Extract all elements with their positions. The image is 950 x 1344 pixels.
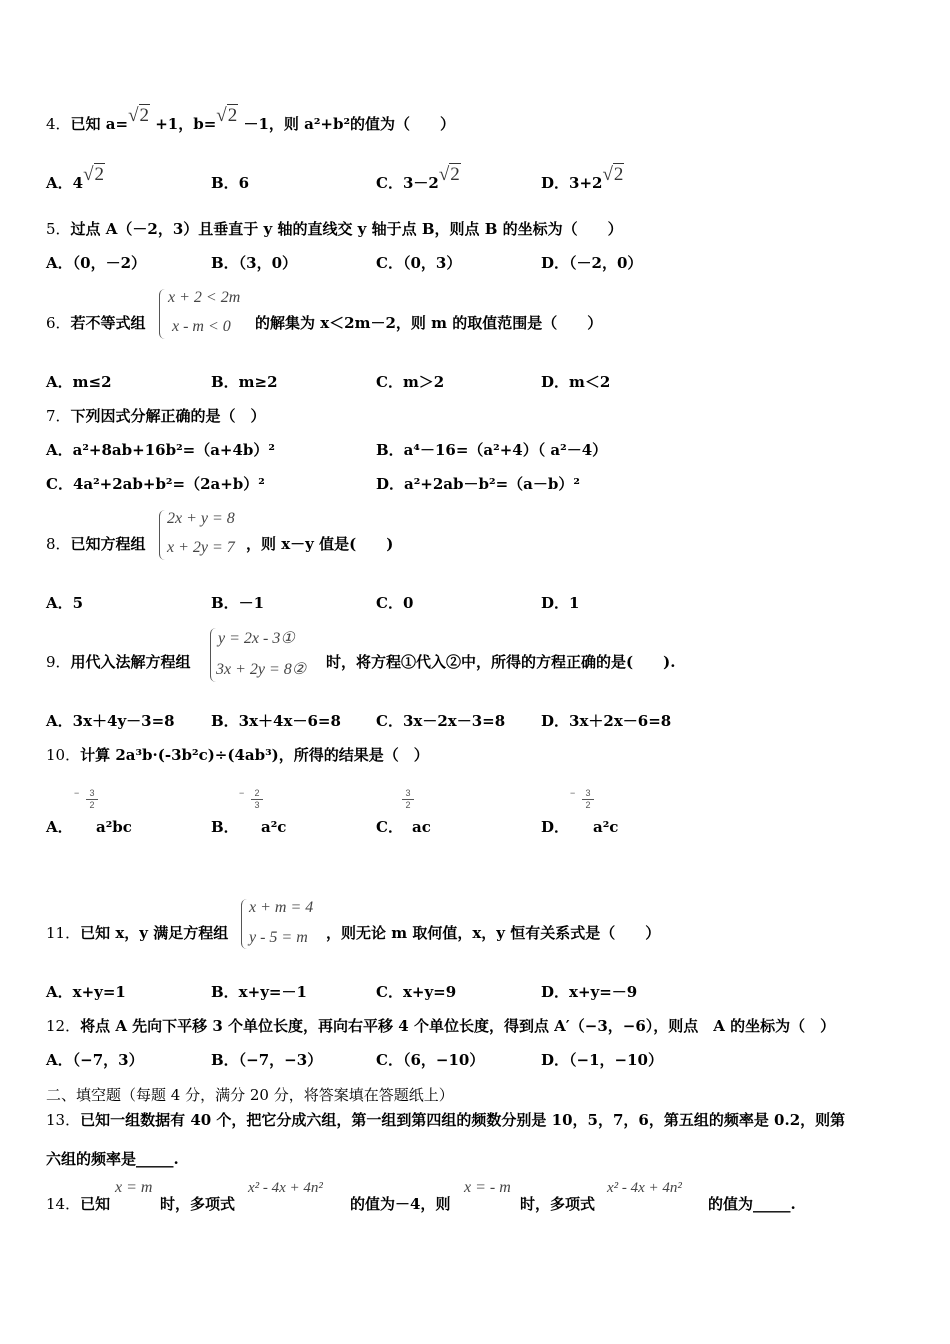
- question-12: [46, 1016, 835, 1036]
- math-expression: x² - 4x + 4n²: [248, 1180, 323, 1196]
- option-b[interactable]: B．3x＋4x－6=8: [211, 712, 341, 730]
- section-heading: 二、填空题（每题 4 分，满分 20 分，将答案填在答题纸上）: [46, 1086, 454, 1104]
- question-pre: 已知方程组: [70, 535, 146, 553]
- sqrt-symbol: √2: [602, 164, 624, 185]
- option-c[interactable]: C．: [376, 818, 403, 836]
- question-post: ，则 x－y 值是( ): [246, 535, 394, 553]
- sqrt-symbol: √2: [128, 105, 149, 126]
- option-b[interactable]: B．a⁴－16=（a²+4）（ a²－4）: [376, 441, 608, 459]
- fraction: [402, 788, 414, 811]
- question-text: 下列因式分解正确的是（ ）: [70, 407, 266, 425]
- option-c[interactable]: C．（6，−10）: [376, 1051, 485, 1069]
- denominator: 2: [582, 799, 594, 811]
- option-d[interactable]: D．m＜2: [541, 373, 611, 391]
- option-d[interactable]: D．（−1，−10）: [541, 1051, 663, 1069]
- option-d[interactable]: D．3+2√2: [541, 164, 624, 192]
- option-b[interactable]: B．－1: [211, 594, 265, 612]
- question-number: 9．: [46, 653, 71, 671]
- q14-text-2: 时，多项式: [160, 1195, 236, 1213]
- question-number: 14．: [46, 1195, 81, 1213]
- option-c[interactable]: C．3x－2x－3=8: [376, 712, 506, 730]
- sqrt-symbol: √2: [216, 105, 238, 126]
- question-10: [46, 745, 429, 765]
- q14-text-4: 时，多项式: [520, 1195, 596, 1213]
- question-text: 计算 2a³b·(-3b²c)÷(4ab³)，所得的结果是（ ）: [80, 746, 429, 764]
- question-5: [46, 219, 623, 239]
- option-d[interactable]: D．x+y=－9: [541, 983, 638, 1001]
- question-8: [46, 534, 146, 554]
- question-text: 过点 A（－2，3）且垂直于 y 轴的直线交 y 轴于点 B，则点 B 的坐标为（ ）: [70, 220, 623, 238]
- option-d-tail: a²c: [593, 818, 619, 836]
- question-number: 6．: [46, 314, 71, 332]
- system-equation-1: x + m = 4: [249, 899, 314, 916]
- math-expression: x = m: [115, 1179, 153, 1196]
- question-14: [46, 1194, 110, 1214]
- system-equation-2: 3x + 2y = 8②: [216, 661, 307, 678]
- option-d[interactable]: D．: [541, 818, 570, 836]
- q4-text-b: +1，b=: [155, 115, 217, 133]
- system-brace: [159, 289, 166, 339]
- fraction: [582, 788, 594, 811]
- option-c[interactable]: C．（0，3）: [376, 254, 462, 272]
- option-c[interactable]: C．3－2√2: [376, 164, 460, 192]
- system-equation-2: x - m < 0: [172, 318, 231, 335]
- question-number: 8．: [46, 535, 71, 553]
- system-equation-2: x + 2y = 7: [167, 539, 235, 556]
- option-a[interactable]: A．3x＋4y－3=8: [46, 712, 175, 730]
- question-pre: 已知 x，y 满足方程组: [80, 924, 229, 942]
- option-d[interactable]: D．1: [541, 594, 580, 612]
- question-pre: 用代入法解方程组: [70, 653, 191, 671]
- option-a[interactable]: A．: [46, 818, 73, 836]
- q14-text-1: 已知: [80, 1195, 111, 1213]
- option-c-tail: ac: [412, 818, 431, 836]
- fraction-sign: −: [570, 788, 576, 798]
- q4-text-a: 已知 a=: [70, 115, 129, 133]
- option-a-tail: a²bc: [96, 818, 132, 836]
- question-text: 将点 A 先向下平移 3 个单位长度，再向右平移 4 个单位长度，得到点 A′（−3，−6），则点 A 的坐标为（ ）: [80, 1017, 836, 1035]
- system-brace: [159, 510, 166, 560]
- numerator: 3: [89, 788, 95, 798]
- option-a[interactable]: A．（0，－2）: [46, 254, 147, 272]
- option-c[interactable]: C．m＞2: [376, 373, 445, 391]
- math-expression: x² - 4x + 4n²: [607, 1180, 682, 1196]
- math-expression: x = - m: [464, 1179, 511, 1196]
- denominator: 3: [251, 799, 263, 811]
- option-c[interactable]: C．x+y=9: [376, 983, 457, 1001]
- q14-text-3: 的值为－4，则: [350, 1195, 451, 1213]
- system-equation-2: y - 5 = m: [249, 929, 308, 946]
- sqrt-symbol: √2: [83, 164, 105, 185]
- option-d[interactable]: D．a²+2ab－b²=（a－b）²: [376, 475, 580, 493]
- option-a[interactable]: A．m≤2: [46, 373, 112, 391]
- denominator: 2: [86, 799, 98, 811]
- question-number: 5．: [46, 220, 71, 238]
- q14-text-5[interactable]: 的值为_____.: [708, 1195, 796, 1213]
- question-number: 7．: [46, 407, 71, 425]
- fraction: [251, 788, 263, 811]
- option-a[interactable]: A．5: [46, 594, 84, 612]
- option-b[interactable]: B．（3，0）: [211, 254, 298, 272]
- question-post: 的解集为 x＜2m－2，则 m 的取值范围是（ ）: [255, 314, 603, 332]
- option-b[interactable]: B．x+y=－1: [211, 983, 307, 1001]
- option-b[interactable]: B．（−7，−3）: [211, 1051, 323, 1069]
- option-b[interactable]: B．6: [211, 174, 250, 192]
- numerator: 3: [585, 788, 591, 798]
- question-number: 4．: [46, 115, 71, 133]
- question-13-line2[interactable]: 六组的频率是_____.: [46, 1150, 179, 1168]
- question-number: 12．: [46, 1017, 81, 1035]
- option-a[interactable]: A．x+y=1: [46, 983, 126, 1001]
- fraction: [86, 788, 98, 811]
- question-number: 11．: [46, 924, 81, 942]
- system-equation-1: y = 2x - 3①: [218, 630, 295, 647]
- denominator: 2: [402, 799, 414, 811]
- numerator: 2: [254, 788, 260, 798]
- option-a[interactable]: A．（−7，3）: [46, 1051, 144, 1069]
- question-4: [46, 105, 456, 134]
- question-7: [46, 406, 266, 426]
- fraction-sign: −: [239, 788, 245, 798]
- question-number: 13．: [46, 1111, 81, 1129]
- option-a[interactable]: A．a²+8ab+16b²=（a+4b）²: [46, 441, 275, 459]
- option-b[interactable]: B．: [211, 818, 239, 836]
- question-text-line1: 已知一组数据有 40 个，把它分成六组，第一组到第四组的频数分别是 10，5，7，6，第五组的频率是 0.2，则第: [80, 1111, 846, 1129]
- option-c[interactable]: C．0: [376, 594, 414, 612]
- question-post: 时，将方程①代入②中，所得的方程正确的是( ).: [326, 653, 676, 671]
- numerator: 3: [405, 788, 411, 798]
- question-6: [46, 313, 146, 333]
- fraction-sign: −: [74, 788, 80, 798]
- question-post: ，则无论 m 取何值，x，y 恒有关系式是（ ）: [326, 924, 661, 942]
- question-9: [46, 652, 191, 672]
- q4-text-c: －1，则 a²+b²的值为（ ）: [243, 115, 456, 133]
- option-b-tail: a²c: [261, 818, 287, 836]
- system-brace: [241, 899, 248, 949]
- option-b[interactable]: B．m≥2: [211, 373, 278, 391]
- option-c[interactable]: C．4a²+2ab+b²=（2a+b）²: [46, 475, 265, 493]
- option-d[interactable]: D．（－2，0）: [541, 254, 643, 272]
- question-number: 10．: [46, 746, 81, 764]
- system-equation-1: 2x + y = 8: [167, 510, 235, 527]
- question-pre: 若不等式组: [70, 314, 146, 332]
- option-d[interactable]: D．3x＋2x－6=8: [541, 712, 672, 730]
- question-11: [46, 923, 228, 943]
- option-a[interactable]: A．4√2: [46, 164, 105, 192]
- question-13: [46, 1110, 845, 1130]
- system-equation-1: x + 2 < 2m: [168, 289, 241, 306]
- sqrt-symbol: √2: [438, 164, 460, 185]
